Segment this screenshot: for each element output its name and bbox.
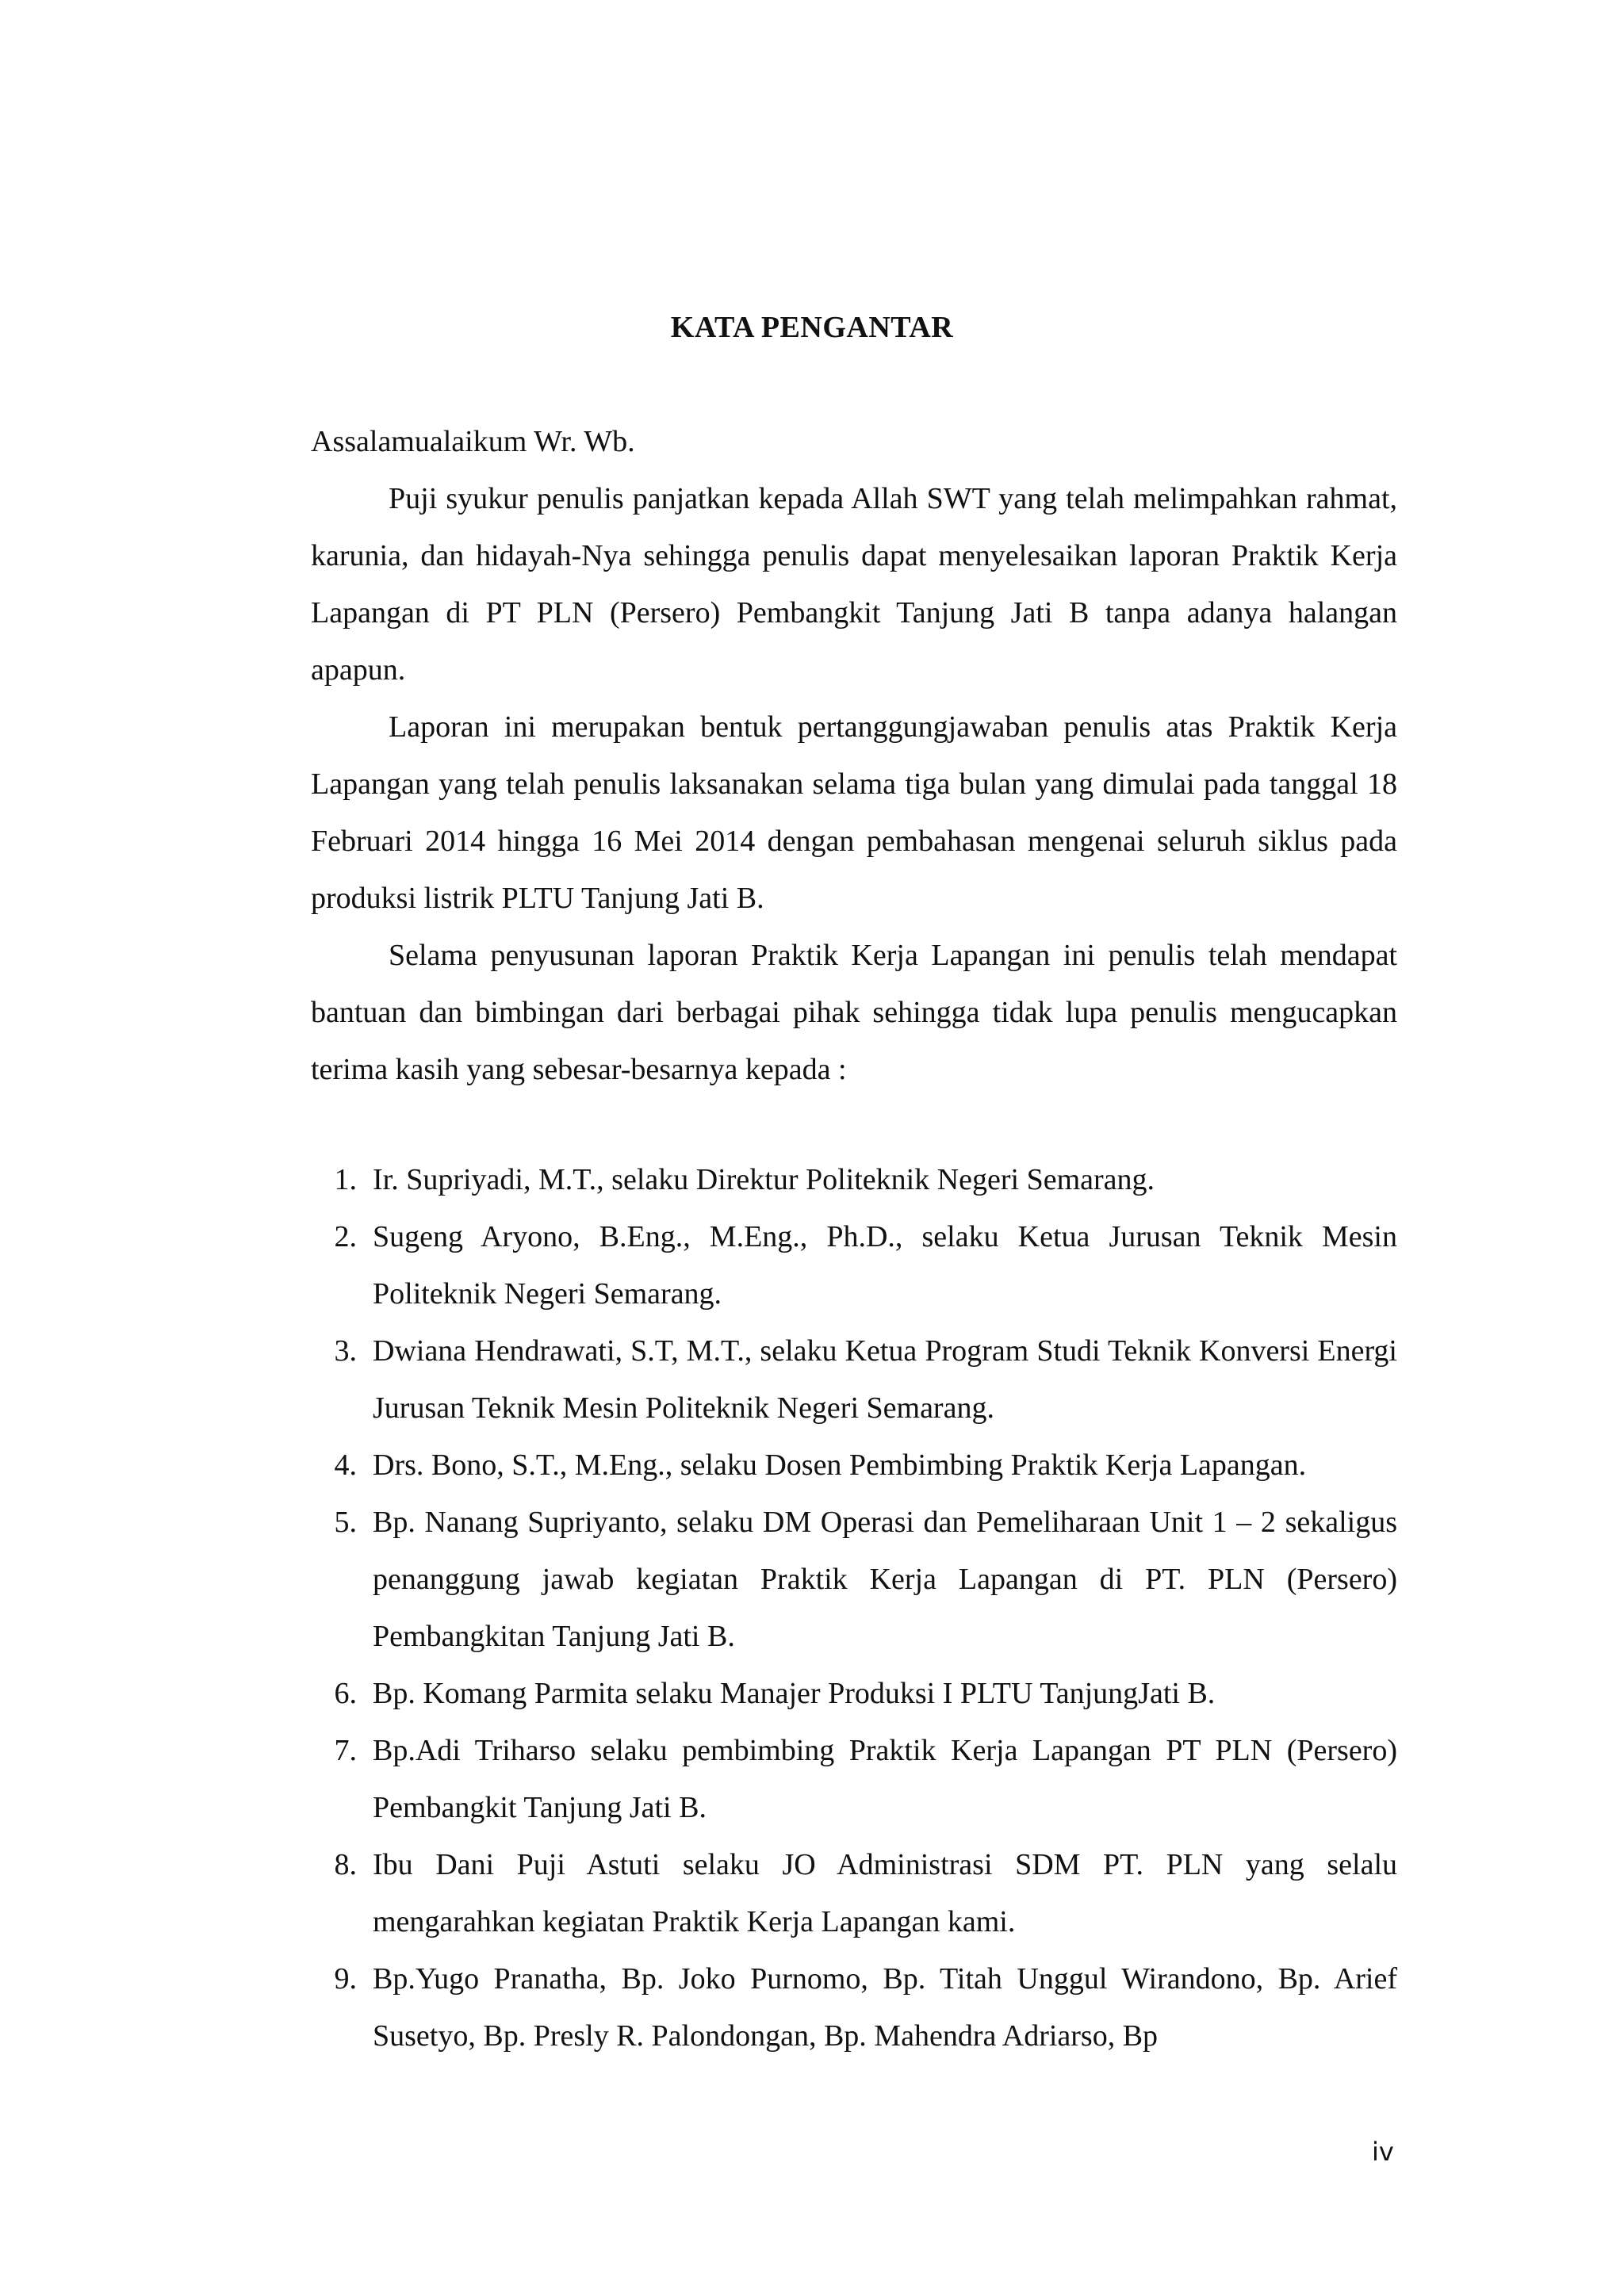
paragraph-report-scope: Laporan ini merupakan bentuk pertanggungjawaban penulis atas Praktik Kerja Lapangan yang telah penulis laksanakan selama tiga bulan yang dimulai pada tanggal 18 Februari 2014 hingga 16 Mei 2014 dengan pembahasan mengenai seluruh siklus pada produksi listrik PLTU Tanjung Jati B. — [311, 710, 1397, 915]
list-item-number: 5. — [334, 1506, 357, 1539]
list-item-number: 2. — [334, 1220, 357, 1253]
paragraph-thanks-intro: Selama penyusunan laporan Praktik Kerja Lapangan ini penulis telah mendapat bantuan dan bimbingan dari berbagai pihak sehingga tidak lupa penulis mengucapkan terima kasih yang sebesar-besarnya kepada : — [311, 939, 1397, 1086]
list-item — [311, 1437, 1397, 1494]
list-item — [311, 1836, 1397, 1950]
list-item-text: Bp. Komang Parmita selaku Manajer Produksi I PLTU TanjungJati B. — [373, 1677, 1216, 1710]
list-item — [311, 1665, 1397, 1722]
list-item — [311, 1151, 1397, 1208]
list-item-number: 6. — [334, 1677, 357, 1710]
list-item-text: Dwiana Hendrawati, S.T, M.T., selaku Ketua Program Studi Teknik Konversi Energi Jurusan Teknik Mesin Politeknik Negeri Semarang. — [373, 1334, 1397, 1425]
list-item-number: 8. — [334, 1848, 357, 1881]
acknowledgement-list — [311, 1151, 1397, 2064]
list-item-number: 1. — [334, 1163, 357, 1196]
page-title: KATA PENGANTAR — [670, 311, 954, 344]
page-number: iv — [1372, 2137, 1394, 2167]
list-item — [311, 1322, 1397, 1437]
list-item — [311, 1208, 1397, 1322]
greeting-text: Assalamualaikum Wr. Wb. — [311, 425, 635, 458]
list-item-text: Ir. Supriyadi, M.T., selaku Direktur Politeknik Negeri Semarang. — [373, 1163, 1155, 1196]
list-item — [311, 1722, 1397, 1836]
paragraph-opening: Puji syukur penulis panjatkan kepada Allah SWT yang telah melimpahkan rahmat, karunia, dan hidayah-Nya sehingga penulis dapat menyelesaikan laporan Praktik Kerja Lapangan di PT PLN (Persero) Pembangkit Tanjung Jati B tanpa adanya halangan apapun. — [311, 482, 1397, 687]
list-item-text: Ibu Dani Puji Astuti selaku JO Administrasi SDM PT. PLN yang selalu mengarahkan kegiatan Praktik Kerja Lapangan kami. — [373, 1848, 1397, 1938]
list-item — [311, 1950, 1397, 2064]
list-item-number: 4. — [334, 1448, 357, 1482]
list-item-number: 3. — [334, 1334, 357, 1368]
list-item-text: Sugeng Aryono, B.Eng., M.Eng., Ph.D., selaku Ketua Jurusan Teknik Mesin Politeknik Negeri Semarang. — [373, 1220, 1397, 1311]
list-item — [311, 1494, 1397, 1665]
list-item-text: Bp.Adi Triharso selaku pembimbing Praktik Kerja Lapangan PT PLN (Persero) Pembangkit Tanjung Jati B. — [373, 1734, 1397, 1824]
list-item-number: 7. — [334, 1734, 357, 1767]
list-item-text: Bp.Yugo Pranatha, Bp. Joko Purnomo, Bp. Titah Unggul Wirandono, Bp. Arief Susetyo, Bp. Presly R. Palondongan, Bp. Mahendra Adriarso, Bp — [373, 1962, 1397, 2053]
list-item-number: 9. — [334, 1962, 357, 1996]
list-item-text: Drs. Bono, S.T., M.Eng., selaku Dosen Pembimbing Praktik Kerja Lapangan. — [373, 1448, 1307, 1482]
list-item-text: Bp. Nanang Supriyanto, selaku DM Operasi dan Pemeliharaan Unit 1 – 2 sekaligus penanggung jawab kegiatan Praktik Kerja Lapangan di PT. PLN (Persero) Pembangkitan Tanjung Jati B. — [373, 1506, 1397, 1653]
